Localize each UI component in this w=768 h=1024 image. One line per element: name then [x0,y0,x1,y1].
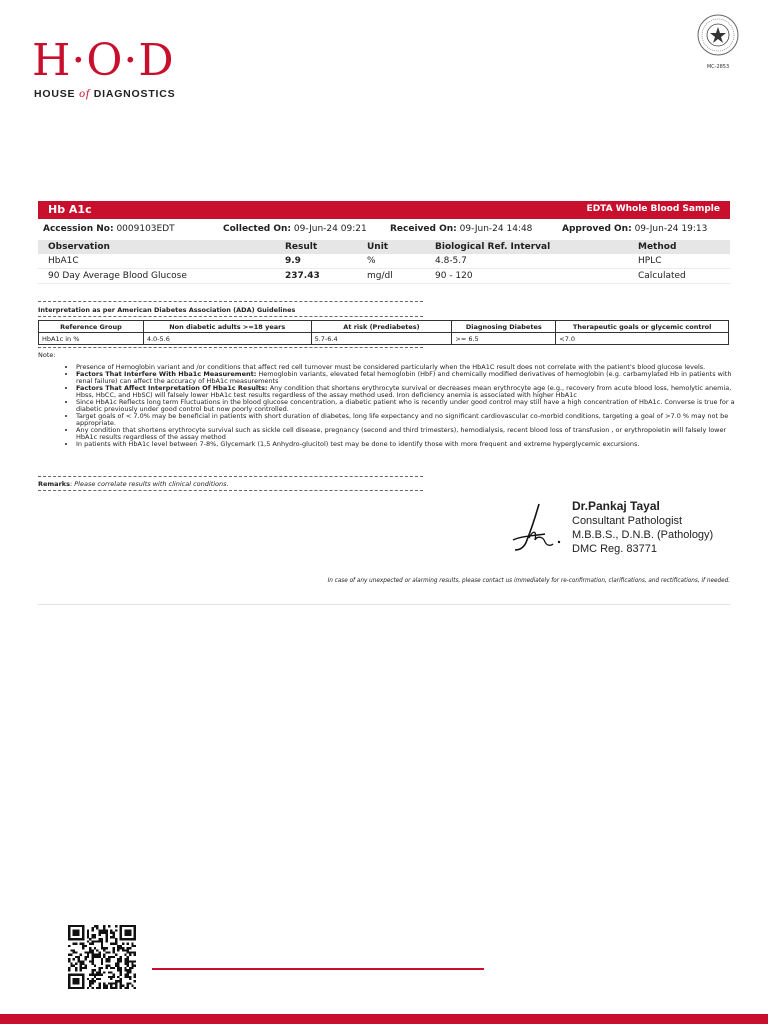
accreditation-code: MC-2853 [706,64,730,70]
table-row [39,333,729,345]
list-item: • Since HbA1c Reflects long term Fluctuations in the blood glucose concentration, a diabetic patient who is recently under good control may still have a high concentration of HbA1c. Converse is true for a diabetic previously under good control but now poorly controlled. [76,399,744,413]
qr-code-icon [68,925,136,989]
doctor-qualifications: M.B.B.S., D.N.B. (Pathology) [572,529,714,541]
col-header: Reference Group [39,321,144,333]
table-row [38,269,730,284]
accreditation-seal-icon [697,14,739,56]
col-header: Result [275,240,357,254]
doctor-name: Dr.Pankaj Tayal [572,499,660,513]
table-cell: HbA1C [38,254,275,269]
signature-icon [505,500,567,555]
col-header: Biological Ref. Interval [425,240,628,254]
list-item: • Factors That Interfere With Hba1c Measurement: Hemoglobin variants, elevated fetal hemoglobin (HbF) and chemically modified derivatives of hemoglobin (e.g. carbamylated Hb in patients with renal failure) can affect the accuracy of HbA1c measurements [76,371,744,385]
table-cell: 90 - 120 [425,269,628,284]
col-header: Unit [357,240,425,254]
dashed-divider [38,476,423,477]
table-cell: mg/dl [357,269,425,284]
results-header-row [38,240,730,254]
col-header: Therapeutic goals or glycemic control [556,321,729,333]
col-header: Method [628,240,730,254]
dashed-divider [38,347,423,348]
dashed-divider [38,490,423,491]
interpretation-title: Interpretation as per American Diabetes Association (ADA) Guidelines [38,306,296,314]
list-item: • Target goals of < 7.0% may be beneficial in patients with short duration of diabetes, long life expectancy and no significant cardiovascular co-morbid conditions, targeting a goal of >7.0 % may not be appropriate. [76,413,744,427]
collected-info: Collected On: 09-Jun-24 09:21 [223,224,367,234]
remarks: Remarks: Please correlate results with clinical conditions. [38,480,229,488]
table-cell: 237.43 [275,269,357,284]
sample-type: EDTA Whole Blood Sample [586,204,720,214]
table-cell: Calculated [628,269,730,284]
table-cell: 5.7-6.4 [311,333,452,345]
test-title-bar [38,201,730,219]
table-cell: >= 6.5 [452,333,556,345]
disclaimer: In case of any unexpected or alarming results, please contact us immediately for re-confirmation, clarifications, and rectifications, if needed. [327,578,730,584]
footer-red-line [152,968,484,970]
col-header: At risk (Prediabetes) [311,321,452,333]
section-divider [38,604,730,605]
footer-red-bar [0,1014,768,1024]
table-cell: 4.8-5.7 [425,254,628,269]
doctor-registration: DMC Reg. 83771 [572,543,657,555]
table-cell: 9.9 [275,254,357,269]
results-table [38,240,730,284]
accession-info: Accession No: 0009103EDT [43,224,175,234]
brand-logo: H·O·D [32,35,175,86]
list-item: • Presence of Hemoglobin variant and /or conditions that affect red cell turnover must be considered particularly when the HbA1C result does not correlate with the patient's blood glucose levels. [76,364,744,371]
test-title: Hb A1c [48,203,92,216]
dashed-divider [38,301,423,302]
list-item: • Any condition that shortens erythrocyte survival such as sickle cell disease, pregnancy (second and third trimesters), hemodialysis, recent blood loss of transfusion , or erythropoietin will falsely lower HbA1c results regardless of the assay method [76,427,744,441]
table-cell: HPLC [628,254,730,269]
table-row [38,254,730,269]
received-info: Received On: 09-Jun-24 14:48 [390,224,533,234]
ada-guidelines-table [38,320,729,345]
col-header: Non diabetic adults >=18 years [143,321,311,333]
dashed-divider [38,316,423,317]
table-cell: % [357,254,425,269]
brand-tagline: HOUSE of DIAGNOSTICS [34,86,176,100]
list-item: • Factors That Affect Interpretation Of Hba1c Results: Any condition that shortens erythrocyte survival or decreases mean erythrocyte age (e.g., recovery from acute blood loss, hemolytic anemia, Hbss, HbCC, and HbSC) will falsely lower HbA1c test results regardless of the assay method used. Iron deficiency anemia is associated with higher HbA1c [76,385,744,399]
doctor-title: Consultant Pathologist [572,515,683,527]
col-header: Observation [38,240,275,254]
table-cell: 4.0-5.6 [143,333,311,345]
ada-header-row [39,321,729,333]
list-item: • In patients with HbA1c level between 7-8%, Glycemark (1,5 Anhydro-glucitol) test may be done to identify those with more frequent and extreme hyperglycemic excursions. [76,441,744,448]
table-cell: <7.0 [556,333,729,345]
notes-list [62,364,744,448]
table-cell: 90 Day Average Blood Glucose [38,269,275,284]
note-label: Note: [38,351,56,359]
col-header: Diagnosing Diabetes [452,321,556,333]
table-cell: HbA1c in % [39,333,144,345]
approved-info: Approved On: 09-Jun-24 19:13 [562,224,708,234]
